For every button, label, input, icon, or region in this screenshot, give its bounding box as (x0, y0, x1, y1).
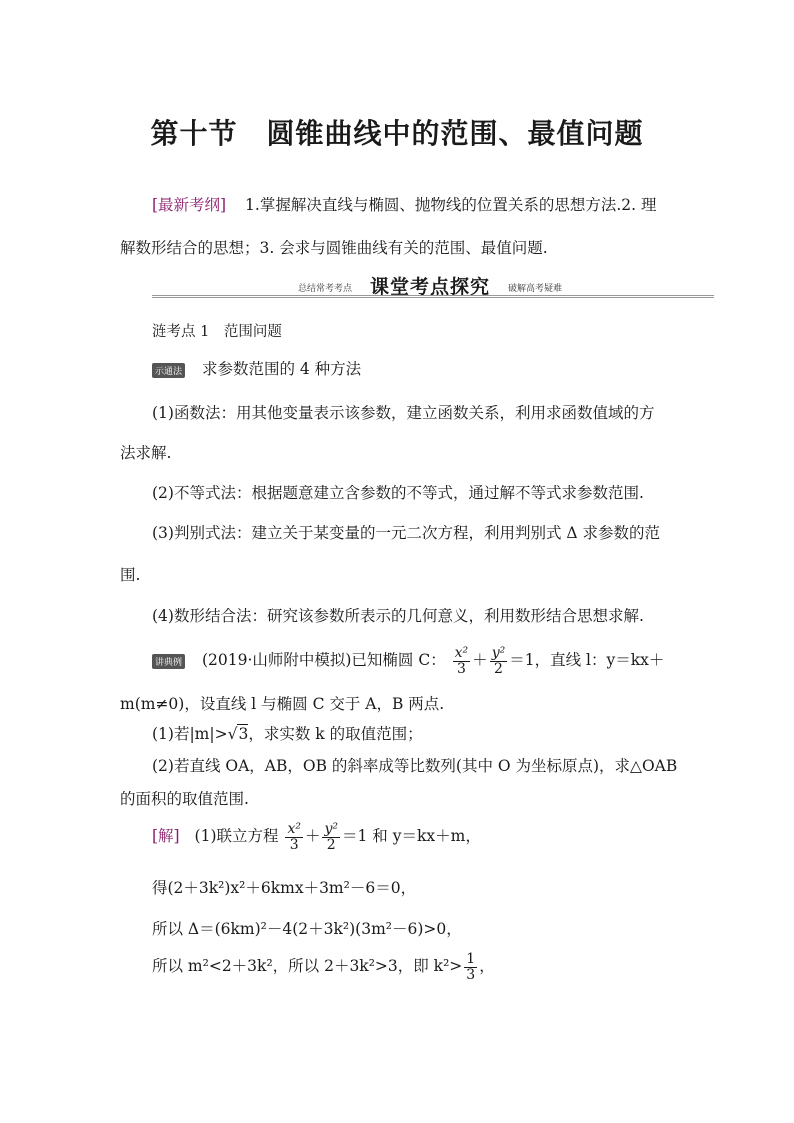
method-3-line-1: (3)判别式法：建立关于某变量的一元二次方程，利用判别式 Δ 求参数的范 (152, 524, 661, 542)
method-header (152, 357, 361, 379)
method-badge: 示通法 (152, 363, 185, 378)
syllabus-line-1 (152, 193, 656, 215)
solution-tag: [解] (152, 827, 180, 846)
question-2-line-2: 的面积的取值范围. (120, 790, 249, 808)
question-2-line-1: (2)若直线 OA，AB，OB 的斜率成等比数列(其中 O 为坐标原点)，求△OAB (152, 757, 678, 775)
solution-fraction-y-den: 2 (326, 836, 336, 853)
solution-s4-post: ， (479, 957, 495, 976)
solution-s1-pre: (1)联立方程 (194, 827, 279, 846)
section-heading: 涟考点 1 范围问题 (152, 324, 282, 340)
example-fraction-y-num: y² (491, 645, 506, 661)
solution-s4-pre: 所以 m²<2＋3k²，所以 2＋3k²>3，即 k²> (152, 957, 463, 976)
example-fraction-x-num: x² (454, 645, 469, 661)
syllabus-text-1: 1.掌握解决直线与椭圆、抛物线的位置关系的思想方法.2. 理 (245, 196, 657, 214)
method-3-line-2: 围. (120, 566, 141, 584)
page-title: 第十节 圆锥曲线中的范围、最值问题 (150, 117, 644, 150)
example-eq-tail: ＝1，直线 l：y＝kx＋ (509, 651, 665, 670)
banner-center-text: 课堂考点探究 (370, 276, 491, 298)
solution-fraction-k (464, 952, 477, 982)
solution-line-4 (152, 952, 495, 982)
solution-line-3: 所以 Δ＝(6km)²－4(2＋3k²)(3m²－6)>0， (152, 920, 462, 938)
solution-line-1: [解] (1)联立方程 $\frac{\text{x²}}{3}$ ＋ $\frac{\text{y²}}{2}$ ＝1 和 y＝kx＋m， (152, 821, 481, 853)
solution-fraction-k-den: 3 (466, 966, 476, 983)
solution-s1-post: ＝1 和 y＝kx＋m， (342, 827, 481, 846)
method-2: (2)不等式法：根据题意建立含参数的不等式，通过解不等式求参数范围. (152, 484, 644, 502)
question-1: (1)若|m|>√3，求实数 k 的取值范围； (152, 725, 423, 743)
example-badge: 讲典例 (152, 654, 185, 669)
banner-right-text: 破解高考疑难 (508, 284, 563, 294)
solution-line-2: 得(2＋3k²)x²＋6kmx＋3m²－6＝0， (152, 879, 417, 897)
method-title: 求参数范围的 4 种方法 (201, 360, 362, 378)
solution-fraction-x (285, 822, 303, 852)
solution-fraction-x-num: x² (287, 821, 301, 837)
section-banner (152, 272, 714, 298)
example-fraction-x-den: 3 (456, 660, 466, 677)
example-line-2: m(m≠0)，设直线 l 与椭圆 C 交于 A，B 两点. (120, 695, 445, 713)
syllabus-tag: [最新考纲] (152, 196, 227, 214)
solution-fraction-k-num: 1 (466, 951, 476, 967)
banner-divider (152, 295, 714, 298)
method-1-line-1: (1)函数法：用其他变量表示该参数，建立函数关系，利用求函数值域的方 (152, 404, 655, 422)
method-4: (4)数形结合法：研究该参数所表示的几何意义，利用数形结合思想求解. (152, 607, 644, 625)
example-line-1: 讲典例 (2019·山师附中模拟)已知椭圆 C： $\frac{\text{x²}}{3}$ ＋ $\frac{\text{y²}}{2}$ ＝1，直线 l：y＝kx＋ (152, 646, 664, 676)
banner-left-text: 总结常考考点 (298, 284, 353, 294)
example-fraction-x (453, 646, 471, 676)
solution-fraction-x-den: 3 (289, 836, 299, 853)
solution-fraction-y (322, 822, 340, 852)
solution-fraction-y-num: y² (324, 821, 339, 837)
method-1-line-2: 法求解. (120, 444, 172, 462)
example-source: (2019·山师附中模拟)已知椭圆 C： (201, 651, 446, 670)
question-1-pre: (1)若|m|> (152, 725, 228, 743)
example-fraction-y-den: 2 (493, 660, 503, 677)
syllabus-line-2: 解数形结合的思想；3. 会求与圆锥曲线有关的范围、最值问题. (120, 239, 548, 257)
question-1-sqrt: 3 (238, 725, 249, 743)
example-fraction-y (490, 646, 508, 676)
question-1-post: ，求实数 k 的取值范围； (248, 725, 423, 743)
